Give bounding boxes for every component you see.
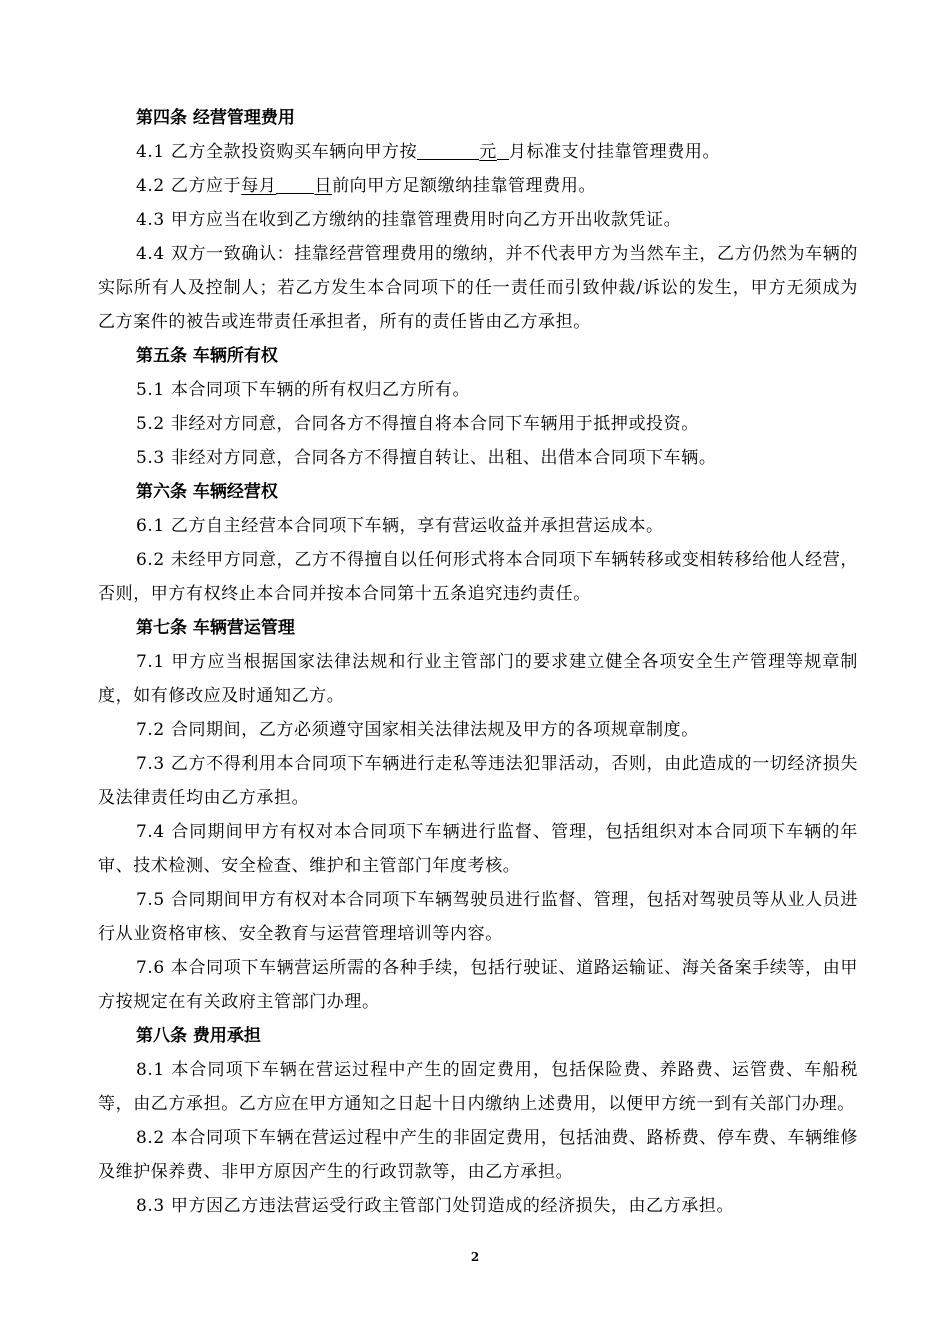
clause-4-1-text-b: 月标准支付挂靠管理费用。 [508, 142, 721, 162]
clause-4-1-text-a: 4.1 乙方全款投资购买车辆向甲方按 [136, 142, 418, 162]
clause-8-3: 8.3 甲方因乙方违法营运受行政主管部门处罚造成的经济损失，由乙方承担。 [136, 1196, 735, 1216]
article-7-title: 第七条 车辆营运管理 [136, 618, 295, 638]
clause-4-1 [98, 135, 858, 169]
clause-4-2 [98, 169, 858, 203]
document-body [98, 101, 858, 1223]
clause-6-2: 6.2 未经甲方同意，乙方不得擅自以任何形式将本合同项下车辆转移或变相转移给他人经营，否则，甲方有权终止本合同并按本合同第十五条追究违约责任。 [98, 550, 858, 604]
clause-5-3: 5.3 非经对方同意，合同各方不得擅自转让、出租、出借本合同项下车辆。 [136, 448, 717, 468]
clause-7-3: 7.3 乙方不得利用本合同项下车辆进行走私等违法犯罪活动，否则，由此造成的一切经济损失及法律责任均由乙方承担。 [98, 754, 858, 808]
clause-4-2-text-a: 4.2 乙方应于 [136, 176, 242, 196]
fee-unit: 元 [479, 142, 497, 162]
clause-7-5: 7.5 合同期间甲方有权对本合同项下车辆驾驶员进行监督、管理，包括对驾驶员等从业人员进行从业资格审核、安全教育与运营管理培训等内容。 [98, 890, 858, 944]
clause-4-3: 4.3 甲方应当在收到乙方缴纳的挂靠管理费用时向乙方开出收款凭证。 [136, 210, 682, 230]
fee-unit-blank [497, 139, 509, 160]
clause-7-6: 7.6 本合同项下车辆营运所需的各种手续，包括行驶证、道路运输证、海关备案手续等，由甲方按规定在有关政府主管部门办理。 [98, 958, 858, 1012]
payment-day-unit: 日 [314, 176, 333, 196]
clause-7-2: 7.2 合同期间，乙方必须遵守国家相关法律法规及甲方的各项规章制度。 [136, 720, 699, 740]
page-number: 2 [470, 1250, 480, 1264]
article-4-title: 第四条 经营管理费用 [136, 108, 295, 128]
clause-5-2: 5.2 非经对方同意，合同各方不得擅自将本合同下车辆用于抵押或投资。 [136, 414, 699, 434]
clause-8-2: 8.2 本合同项下车辆在营运过程中产生的非固定费用，包括油费、路桥费、停车费、车辆维修及维护保养费、非甲方原因产生的行政罚款等，由乙方承担。 [98, 1128, 858, 1182]
clause-7-4: 7.4 合同期间甲方有权对本合同项下车辆进行监督、管理，包括组织对本合同项下车辆的年审、技术检测、安全检查、维护和主管部门年度考核。 [98, 822, 858, 876]
clause-4-2-text-b: 前向甲方足额缴纳挂靠管理费用。 [332, 176, 597, 196]
article-8-title: 第八条 费用承担 [136, 1026, 261, 1046]
clause-4-4: 4.4 双方一致确认：挂靠经营管理费用的缴纳，并不代表甲方为当然车主，乙方仍然为车辆的实际所有人及控制人；若乙方发生本合同项下的任一责任而引致仲裁/诉讼的发生，甲方无须成为乙方案件的被告或连带责任承担者，所有的责任皆由乙方承担。 [98, 244, 858, 332]
fee-amount-blank [417, 139, 479, 160]
payment-month: 每月 [241, 176, 277, 196]
clause-5-1: 5.1 本合同项下车辆的所有权归乙方所有。 [136, 380, 471, 400]
article-6-title: 第六条 车辆经营权 [136, 482, 278, 502]
clause-6-1: 6.1 乙方自主经营本合同项下车辆，享有营运收益并承担营运成本。 [136, 516, 664, 536]
payment-day-blank [276, 173, 314, 194]
clause-8-1: 8.1 本合同项下车辆在营运过程中产生的固定费用，包括保险费、养路费、运管费、车船税等，由乙方承担。乙方应在甲方通知之日起十日内缴纳上述费用，以便甲方统一到有关部门办理。 [98, 1060, 858, 1114]
article-5-title: 第五条 车辆所有权 [136, 346, 278, 366]
clause-7-1: 7.1 甲方应当根据国家法律法规和行业主管部门的要求建立健全各项安全生产管理等规章制度，如有修改应及时通知乙方。 [98, 652, 858, 706]
